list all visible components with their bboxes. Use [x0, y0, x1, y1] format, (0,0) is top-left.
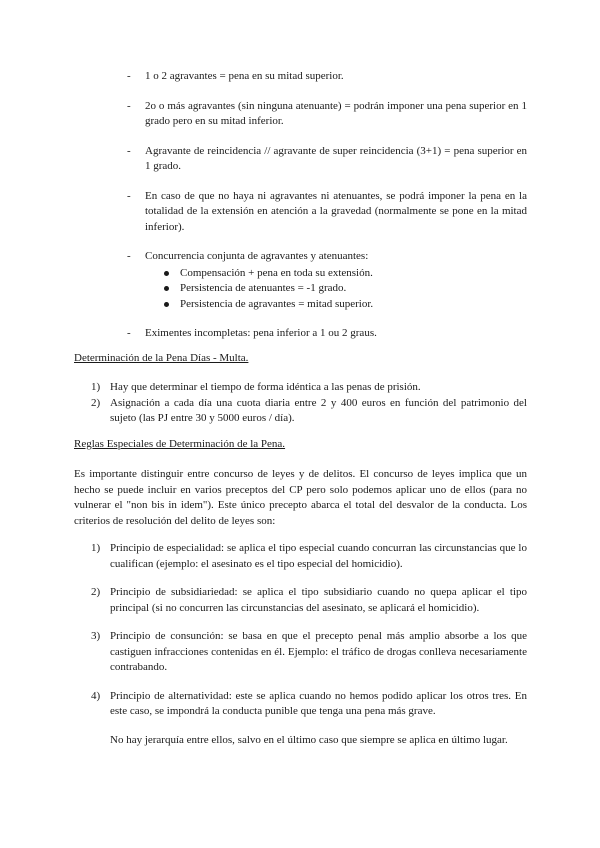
dash-marker: -: [127, 99, 131, 112]
dash-marker: -: [127, 144, 131, 157]
number-marker: 4): [91, 689, 101, 702]
section-heading: Reglas Especiales de Determinación de la Pena.: [74, 438, 286, 450]
number-marker: 2): [91, 396, 101, 409]
dash-marker: -: [127, 327, 131, 339]
dash-list: [0, 69, 600, 356]
list-item: [0, 396, 600, 427]
list-item-text: En caso de que no haya ni agravantes ni atenuantes, se podrá imponer la pena en la totalidad de la extensión en atención a la gravedad (normalmente se pone en la mitad inferior).: [145, 189, 527, 233]
list-item-text: Concurrencia conjunta de agravantes y atenuantes:: [145, 250, 369, 262]
list-item-text: Principio de alternatividad: este se aplica cuando no hemos podido aplicar los otros tres. En este caso, se impondrá la conducta punible que tenga una pena más grave.: [110, 689, 527, 717]
sub-list: [0, 266, 600, 313]
list-item: [0, 629, 600, 676]
number-marker: 2): [91, 586, 101, 598]
list-item: [0, 249, 600, 312]
list-item-text: Principio de subsidiariedad: se aplica el tipo subsidiario cuando no quepa aplicar el tipo principal (si no concurren las circunstancias del asesinato, se aplicará el homicidio).: [110, 586, 527, 614]
list-item: [0, 144, 600, 175]
sub-list-item: [180, 297, 600, 313]
list-item-text: Eximentes incompletas: pena inferior a 1 ou 2 graus.: [145, 327, 377, 339]
list-item: [0, 69, 600, 85]
list-item-text: Agravante de reincidencia // agravante de super reincidencia (3+1) = pena superior en 1 grado.: [145, 144, 527, 172]
sub-list-item-text: Compensación + pena en toda su extensión.: [180, 266, 373, 279]
number-marker: 1): [91, 542, 101, 554]
number-marker: 3): [91, 630, 101, 642]
numbered-list: [0, 380, 600, 427]
bullet-icon: [164, 271, 169, 276]
numbered-list: [0, 541, 600, 733]
bullet-icon: [164, 286, 169, 291]
list-item: [0, 541, 600, 572]
list-item-text: 2o o más agravantes (sin ninguna atenuante) = podrán imponer una pena superior en 1 grado pero en su mitad inferior.: [145, 99, 527, 127]
list-item-text: Hay que determinar el tiempo de forma idéntica a las penas de prisión.: [110, 381, 421, 393]
sub-list-item-text: Persistencia de agravantes = mitad superior.: [180, 297, 374, 310]
sub-list-item-text: Persistencia de atenuantes = -1 grado.: [180, 282, 347, 294]
dash-marker: -: [127, 250, 131, 262]
list-item: [0, 585, 600, 616]
list-item-text: Asignación a cada día una cuota diaria entre 2 y 400 euros en función del patrimonio del sujeto (las PJ entre 30 y 5000 euros / día).: [110, 396, 527, 424]
list-item: [0, 99, 600, 130]
list-item: [0, 189, 600, 236]
list-item-text: Principio de consunción: se basa en que el precepto penal más amplio absorbe a los que castiguen infracciones contenidas en él. Ejemplo: el tráfico de drogas conlleva necesariamente contrabando.: [110, 630, 527, 673]
list-item-text: 1 o 2 agravantes = pena en su mitad superior.: [145, 70, 344, 82]
closing-paragraph: No hay jerarquía entre ellos, salvo en el último caso que siempre se aplica en último lugar.: [110, 734, 508, 746]
dash-marker: -: [127, 189, 131, 202]
list-item: [0, 689, 600, 720]
number-marker: 1): [91, 381, 101, 393]
list-item: [0, 326, 600, 342]
dash-marker: -: [127, 70, 131, 82]
list-item: [0, 380, 600, 396]
sub-list-item: [180, 281, 600, 297]
section-heading: Determinación de la Pena Días - Multa.: [74, 352, 249, 364]
bullet-icon: [164, 302, 169, 307]
intro-paragraph: Es importante distinguir entre concurso de leyes y de delitos. El concurso de leyes implica que un hecho se puede incluir en varios preceptos del CP pero solo podemos aplicar uno de ellos (para no vulnerar el "non bis in idem"). Este único precepto abarca el total del desvalor de la conducta. Los criterios de resolución del delito de leyes son:: [74, 468, 527, 527]
list-item-text: Principio de especialidad: se aplica el tipo especial cuando concurran las circunstancias que lo cualifican (ejemplo: el asesinato es el tipo especial del homicidio).: [110, 542, 527, 570]
sub-list-item: [180, 266, 600, 282]
